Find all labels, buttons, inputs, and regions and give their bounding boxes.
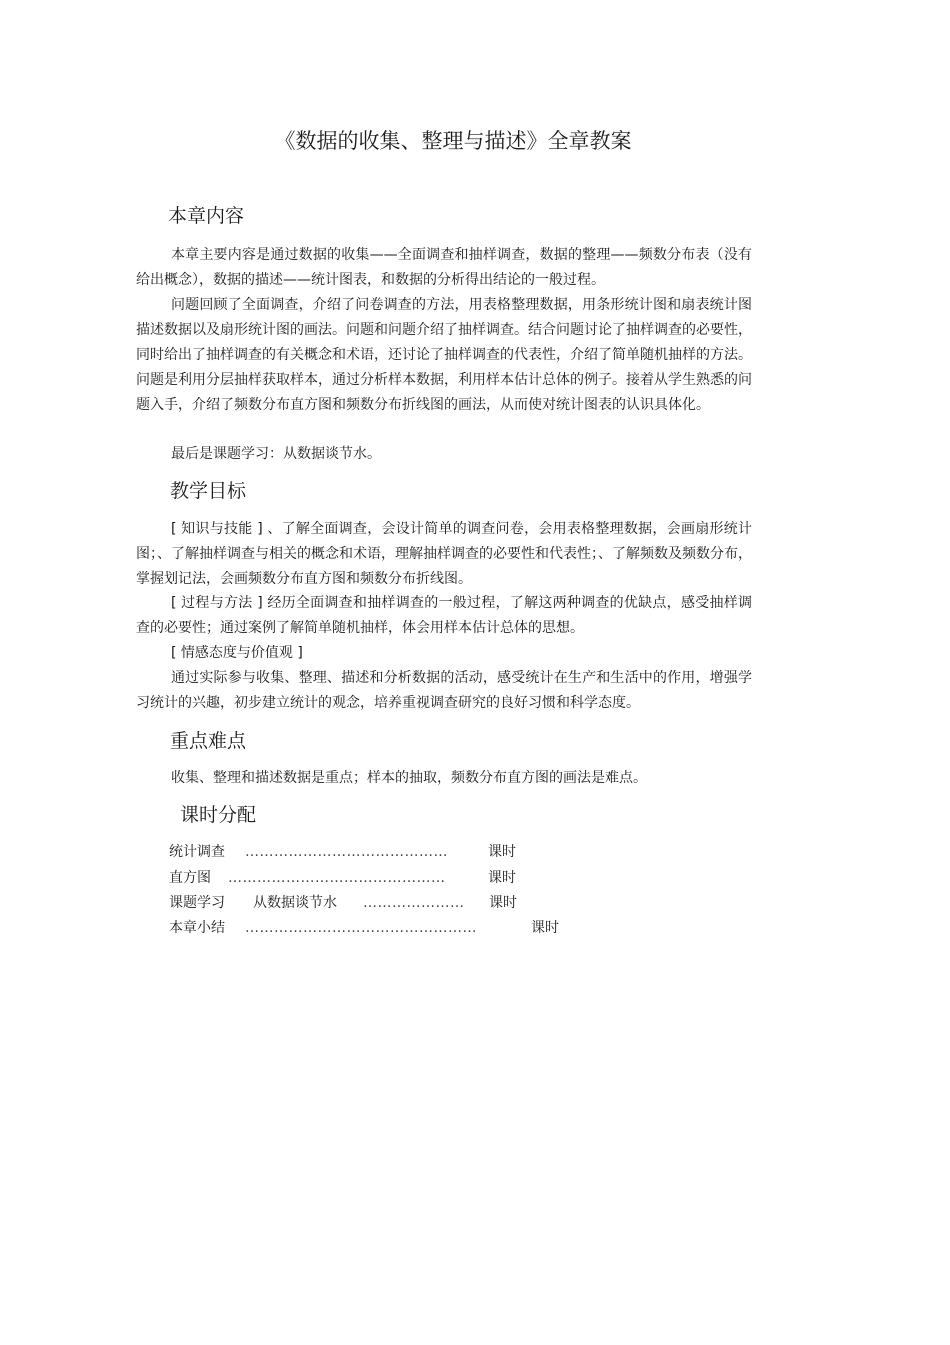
schedule-leader-dots: ……………………………………… bbox=[228, 870, 446, 886]
goals-attitude-paragraph: 通过实际参与收集、整理、描述和分析数据的活动，感受统计在生产和生活中的作用，增强学习统计的兴趣，初步建立统计的观念，培养重视调查研究的良好习惯和科学态度。 bbox=[136, 670, 752, 711]
content-paragraph-2: 问题回顾了全面调查，介绍了问卷调查的方法，用表格整理数据，用条形统计图和扇表统计图描述数据以及扇形统计图的画法。问题和问题介绍了抽样调查。结合问题讨论了抽样调查的必要性，同时给出了抽样调查的有关概念和术语，还讨论了抽样调查的代表性，介绍了简单随机抽样的方法。问题是利用分层抽样获取样本，通过分析样本数据，利用样本估计总体的例子。接着从学生熟悉的问题入手，介绍了频数分布直方图和频数分布折线图的画法，从而使对统计图表的认识具体化。 bbox=[136, 297, 752, 413]
schedule-item: 直方图 bbox=[169, 870, 211, 886]
section-heading-schedule: 课时分配 bbox=[180, 804, 257, 826]
schedule-leader-dots: ………………… bbox=[363, 895, 465, 911]
schedule-unit: 课时 bbox=[488, 870, 516, 886]
schedule-item: 本章小结 bbox=[169, 920, 225, 936]
schedule-unit: 课时 bbox=[488, 844, 516, 860]
section-heading-goals: 教学目标 bbox=[170, 480, 247, 502]
section-heading-content: 本章内容 bbox=[168, 205, 245, 227]
schedule-item: 统计调查 bbox=[169, 844, 225, 860]
schedule-unit: 课时 bbox=[489, 895, 517, 911]
goals-knowledge-paragraph: [ 知识与技能 ] 、了解全面调查，会设计简单的调查问卷，会用表格整理数据，会画扇形统计图；、了解抽样调查与相关的概念和术语，理解抽样调查的必要性和代表性；、了解频数及频数分布，掌握划记法，会画频数分布直方图和频数分布折线图。 bbox=[136, 521, 752, 587]
schedule-leader-dots: …………………………………… bbox=[245, 844, 448, 860]
document-title: 《数据的收集、整理与描述》全章教案 bbox=[274, 129, 632, 153]
schedule-sub-item: 从数据谈节水 bbox=[253, 895, 337, 911]
goals-attitude-label: [ 情感态度与价值观 ] bbox=[171, 645, 303, 661]
content-paragraph-3: 最后是课题学习：从数据谈节水。 bbox=[171, 446, 381, 462]
goals-process-paragraph: [ 过程与方法 ] 经历全面调查和抽样调查的一般过程，了解这两种调查的优缺点，感受抽样调查的必要性；通过案例了解简单随机抽样，体会用样本估计总体的思想。 bbox=[136, 595, 752, 636]
section-heading-key-points: 重点难点 bbox=[170, 730, 247, 752]
schedule-unit: 课时 bbox=[531, 920, 559, 936]
content-paragraph-1: 本章主要内容是通过数据的收集——全面调查和抽样调查，数据的整理——频数分布表（没有给出概念），数据的描述——统计图表，和数据的分析得出结论的一般过程。 bbox=[136, 247, 752, 288]
schedule-leader-dots: ………………………………………… bbox=[245, 920, 477, 936]
schedule-item: 课题学习 bbox=[169, 895, 225, 911]
key-points-paragraph: 收集、整理和描述数据是重点；样本的抽取，频数分布直方图的画法是难点。 bbox=[171, 770, 647, 786]
